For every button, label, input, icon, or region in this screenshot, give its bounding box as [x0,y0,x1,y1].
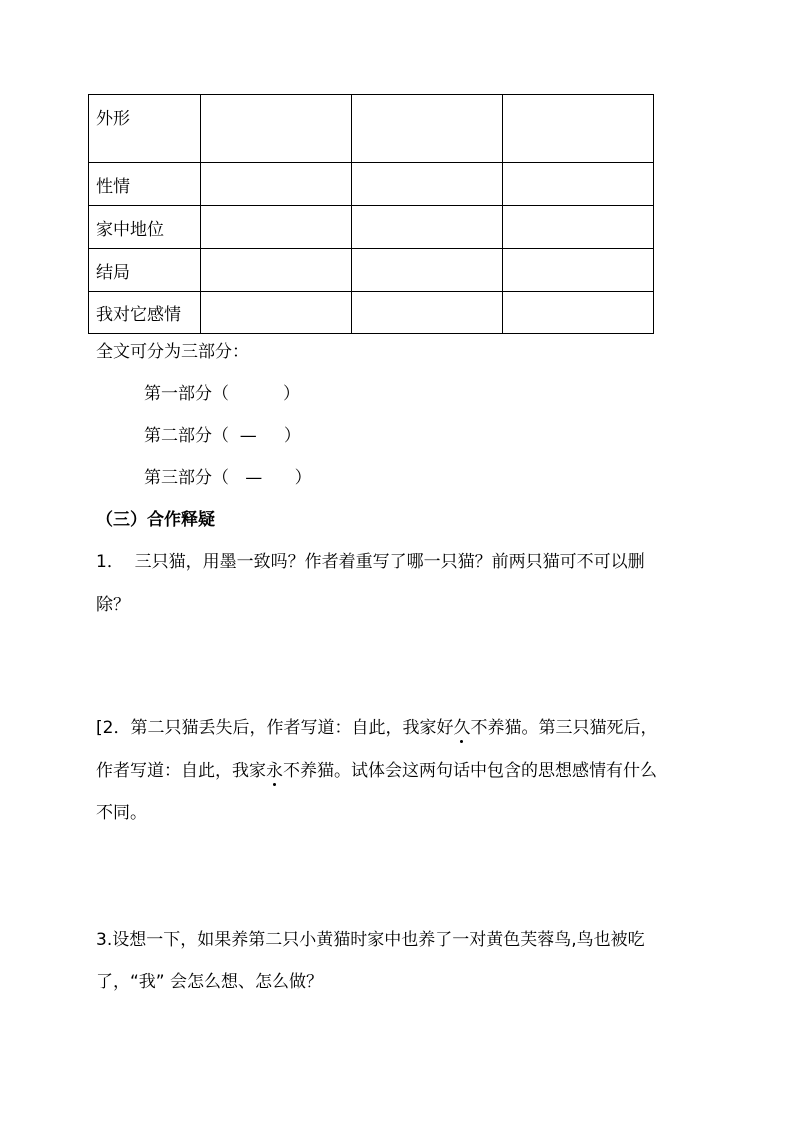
question-3-line-2: 了，“我” 会怎么想、怎么做？ [96,972,324,992]
blank-cell[interactable] [503,163,654,206]
table-row [89,95,654,163]
question-2-text: 不养猫。试体会这两句话中包含的思想感情有什么 [283,761,657,781]
question-3-line-1: 3.设想一下，如果养第二只小黄猫时家中也养了一对黄色芙蓉鸟,鸟也被吃 [96,930,645,950]
row-label-ending: 结局 [89,249,201,292]
row-label-temperament: 性情 [89,163,201,206]
structure-part-1[interactable]: 第一部分（ ） [144,384,301,404]
question-2-text: [2．第二只猫丢失后，作者写道：自此，我家好 [96,718,454,738]
question-1-line-1: 1． 三只猫，用墨一致吗？作者着重写了哪一只猫？前两只猫可不可以删 [96,552,645,572]
question-2-line-2 [96,756,657,781]
table-row [89,249,654,292]
blank-cell[interactable] [352,292,503,334]
row-label-status: 家中地位 [89,206,201,249]
table-row [89,206,654,249]
blank-cell[interactable] [201,249,352,292]
question-2-line-1 [96,713,657,738]
blank-cell[interactable] [503,206,654,249]
section-title: （三）合作释疑 [96,510,215,530]
blank-cell[interactable] [201,206,352,249]
blank-cell[interactable] [352,249,503,292]
table-row [89,163,654,206]
blank-cell[interactable] [201,163,352,206]
blank-cell[interactable] [352,163,503,206]
row-label-feelings: 我对它感情 [89,292,201,334]
structure-part-3[interactable]: 第三部分（ — ） [144,468,312,488]
structure-intro: 全文可分为三部分： [96,342,249,362]
emphasized-word: 永 [266,756,283,781]
structure-part-2[interactable]: 第二部分（ — ） [144,426,301,446]
question-2-text: 作者写道：自此，我家 [96,761,266,781]
question-2-line-3: 不同。 [96,803,147,823]
blank-cell[interactable] [352,206,503,249]
blank-cell[interactable] [201,292,352,334]
emphasized-word: 久 [453,713,470,738]
blank-cell[interactable] [201,95,352,163]
table-row [89,292,654,334]
row-label-appearance: 外形 [89,95,201,163]
blank-cell[interactable] [503,249,654,292]
cat-comparison-table [88,94,654,334]
blank-cell[interactable] [352,95,503,163]
question-1-line-2: 除？ [96,595,130,615]
question-2-text: 不养猫。第三只猫死后， [470,718,658,738]
blank-cell[interactable] [503,95,654,163]
blank-cell[interactable] [503,292,654,334]
